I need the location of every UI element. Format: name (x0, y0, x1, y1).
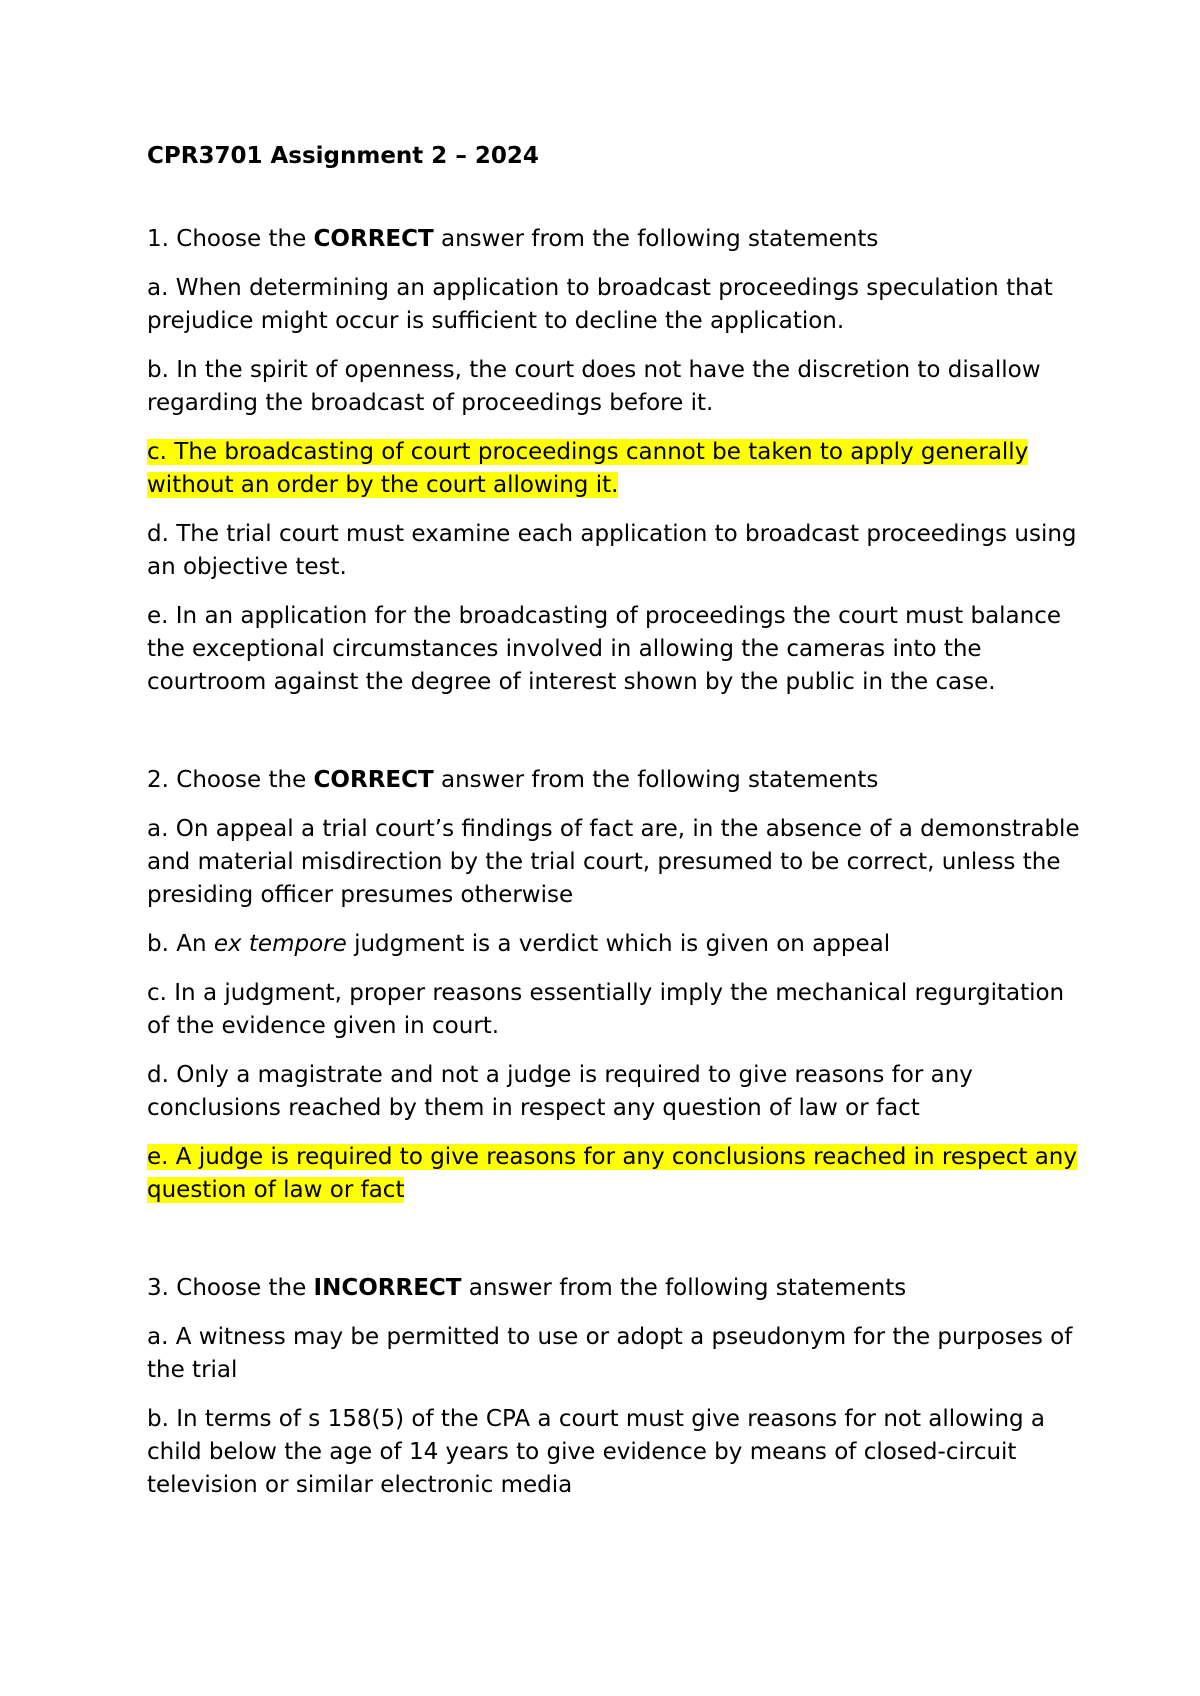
spacer (147, 715, 1087, 764)
spacer (147, 1223, 1087, 1272)
question-1 (147, 223, 1087, 699)
highlighted-answer: c. The broadcasting of court proceedings cannot be taken to apply generally without an order by the court allowing it. (147, 439, 1029, 498)
option-text: e. In an application for the broadcasting of proceedings the court must balance the exceptional circumstances involved in allowing the cameras into the courtroom against the degree of interest shown by the public in the case. (147, 603, 1062, 695)
stem-suffix: answer from the following statements (433, 767, 879, 793)
question-stem (147, 223, 1087, 256)
option-a (147, 1321, 1087, 1387)
document-title: CPR3701 Assignment 2 – 2024 (147, 143, 539, 169)
option-text: a. On appeal a trial court’s findings of fact are, in the absence of a demonstrable and material misdirection by the trial court, presumed to be correct, unless the presiding officer presumes otherwise (147, 816, 1080, 908)
option-text: a. When determining an application to broadcast proceedings speculation that prejudice might occur is sufficient to decline the application. (147, 275, 1053, 334)
question-2 (147, 764, 1087, 1207)
option-text: d. The trial court must examine each application to broadcast proceedings using an objective test. (147, 521, 1077, 580)
question-3 (147, 1272, 1087, 1502)
option-e-highlighted (147, 1141, 1087, 1207)
stem-keyword: CORRECT (313, 767, 434, 793)
option-text: c. In a judgment, proper reasons essentially imply the mechanical regurgitation of the evidence given in court. (147, 980, 1065, 1039)
stem-keyword: INCORRECT (313, 1275, 462, 1301)
option-a (147, 813, 1087, 912)
option-text-suffix: judgment is a verdict which is given on appeal (346, 931, 891, 957)
option-text: a. A witness may be permitted to use or adopt a pseudonym for the purposes of the trial (147, 1324, 1073, 1383)
option-c-highlighted (147, 436, 1087, 502)
stem-prefix: 3. Choose the (147, 1275, 314, 1301)
option-d (147, 1059, 1087, 1125)
stem-keyword: CORRECT (313, 226, 434, 252)
option-text-italic: ex tempore (213, 931, 347, 957)
option-b (147, 1403, 1087, 1502)
question-stem (147, 764, 1087, 797)
option-b (147, 928, 1087, 961)
option-text-prefix: b. An (147, 931, 214, 957)
option-text: b. In terms of s 158(5) of the CPA a court must give reasons for not allowing a child below the age of 14 years to give evidence by means of closed-circuit television or similar electronic media (147, 1406, 1046, 1498)
stem-suffix: answer from the following statements (433, 226, 879, 252)
stem-prefix: 1. Choose the (147, 226, 314, 252)
option-e (147, 600, 1087, 699)
stem-prefix: 2. Choose the (147, 767, 314, 793)
option-a (147, 272, 1087, 338)
option-text: d. Only a magistrate and not a judge is required to give reasons for any conclusions reached by them in respect any question of law or fact (147, 1062, 973, 1121)
option-text: b. In the spirit of openness, the court does not have the discretion to disallow regarding the broadcast of proceedings before it. (147, 357, 1041, 416)
stem-suffix: answer from the following statements (461, 1275, 907, 1301)
option-d (147, 518, 1087, 584)
option-b (147, 354, 1087, 420)
highlighted-answer: e. A judge is required to give reasons for any conclusions reached in respect any question of law or fact (147, 1144, 1077, 1203)
document-page (147, 140, 1087, 1518)
option-c (147, 977, 1087, 1043)
question-stem (147, 1272, 1087, 1305)
